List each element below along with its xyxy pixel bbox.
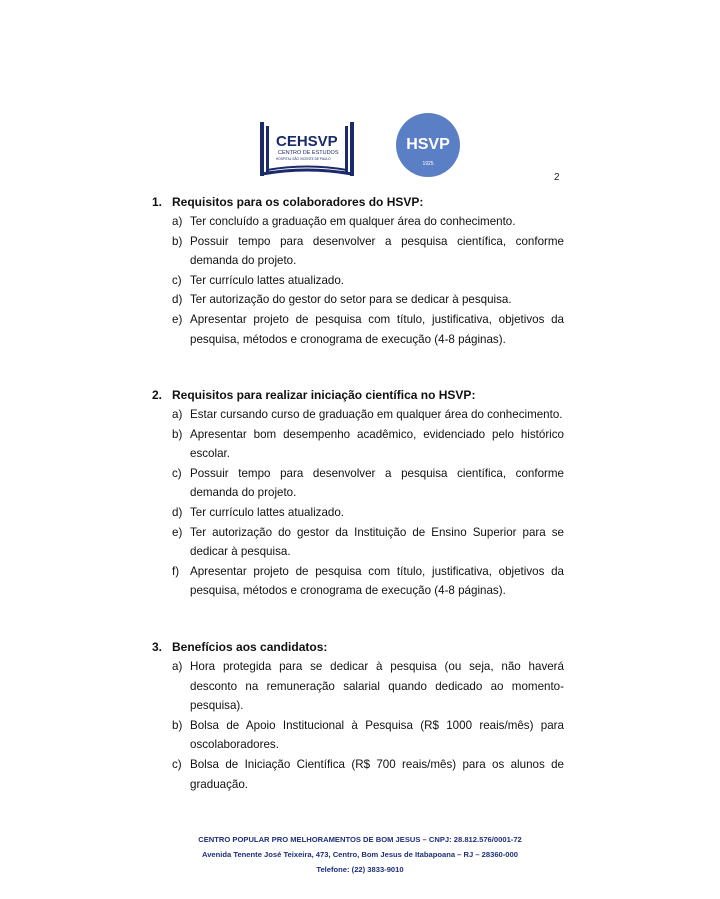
cehsvp-logo-subtitle: CENTRO DE ESTUDOS [278,150,339,156]
section-2 [152,385,564,601]
list-item: d) Ter autorização do gestor do setor para se dedicar à pesquisa. [172,293,512,307]
section-1 [152,192,564,349]
list-item: a) Hora protegida para se dedicar à pesquisa (ou seja, não haverá desconto na remuneração salarial quando dedicado ao momento-pesquisa). [172,660,564,713]
hsvp-logo [395,112,461,178]
footer-line-1: CENTRO POPULAR PRO MELHORAMENTOS DE BOM JESUS – CNPJ: 28.812.576/0001-72 [198,835,522,844]
list-item: b) Possuir tempo para desenvolver a pesquisa científica, conforme demanda do projeto. [172,234,564,268]
section-3 [152,637,564,794]
section-title [152,637,564,657]
list-item: f) Apresentar projeto de pesquisa com título, justificativa, objetivos da pesquisa, métodos e cronograma de execução (4-8 páginas). [172,564,564,598]
header-logos [0,112,720,182]
footer-line-3: Telefone: (22) 3833-9010 [316,865,404,874]
list-item: a) Ter concluído a graduação em qualquer área do conhecimento. [172,215,516,228]
list-item: d) Ter currículo lattes atualizado. [172,505,345,519]
section-number: 1. [152,195,163,209]
hsvp-logo-text: HSVP [406,136,450,153]
section-title-text: Requisitos para realizar iniciação científica no HSVP: [172,388,476,402]
list-item: b) Bolsa de Apoio Institucional à Pesquisa (R$ 1000 reais/mês) para oscolaboradores. [172,718,564,752]
list-item: c) Bolsa de Iniciação Científica (R$ 700 reais/mês) para os alunos de graduação. [172,757,564,791]
list-item: b) Apresentar bom desempenho acadêmico, evidenciado pelo histórico escolar. [172,427,564,461]
list-item: e) Ter autorização do gestor da Instituição de Ensino Superior para se dedicar à pesquisa. [172,525,564,559]
list-item: a) Estar cursando curso de graduação em qualquer área do conhecimento. [172,408,563,421]
section-number: 3. [152,640,163,654]
section-title [152,192,564,212]
footer-line-2: Avenida Tenente José Teixeira, 473, Centro, Bom Jesus de Itabapoana – RJ – 28360-000 [202,850,518,859]
list-item: e) Apresentar projeto de pesquisa com título, justificativa, objetivos da pesquisa, métodos e cronograma de execução (4-8 páginas). [172,312,564,346]
page-number: 2 [554,172,560,183]
cehsvp-logo-subtitle2: HOSPITAL SÃO VICENTE DE PAULO [276,157,331,161]
list-item: c) Possuir tempo para desenvolver a pesquisa científica, conforme demanda do projeto. [172,466,564,500]
hsvp-logo-year: 1925 [422,161,434,167]
section-title [152,385,564,405]
section-number: 2. [152,388,163,402]
cehsvp-logo-text: CEHSVP [276,133,338,150]
list-item: c) Ter currículo lattes atualizado. [172,273,345,287]
footer [0,832,720,877]
section-title-text: Benefícios aos candidatos: [172,640,328,654]
section-title-text: Requisitos para os colaboradores do HSVP: [172,195,424,209]
cehsvp-logo [258,116,356,178]
